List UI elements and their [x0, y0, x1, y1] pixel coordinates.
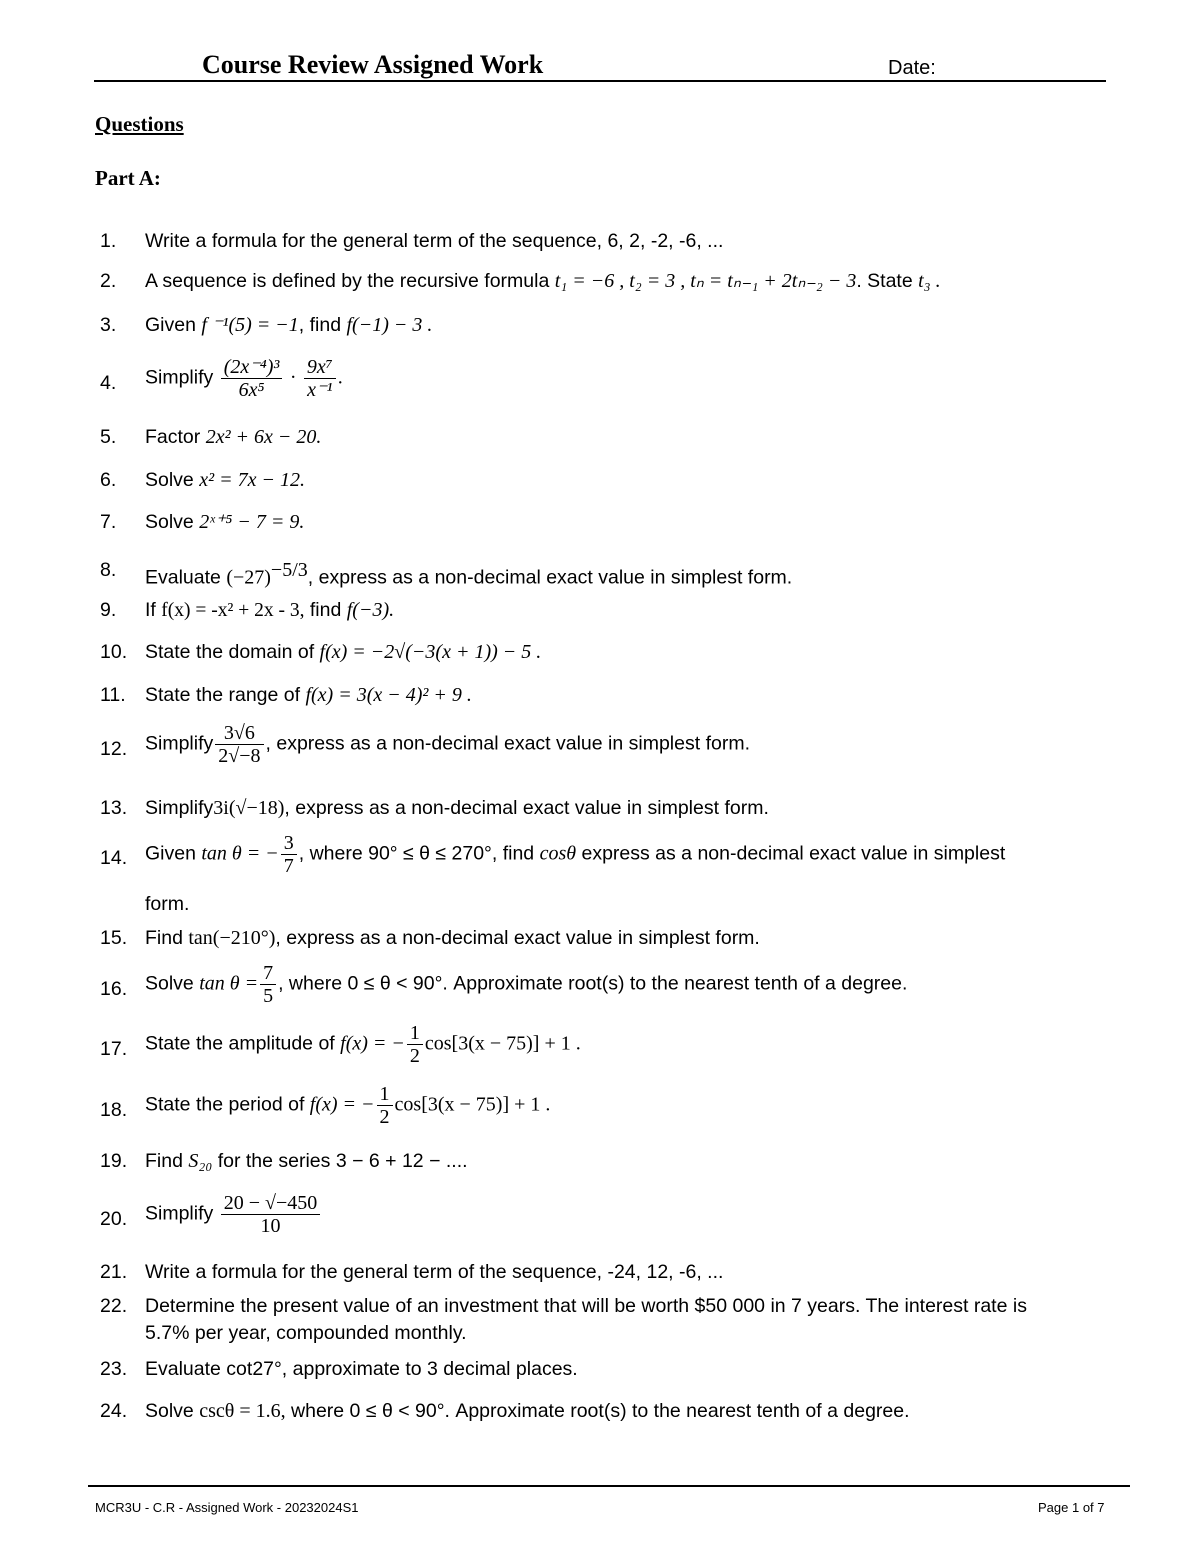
question-text: Write a formula for the general term of the sequence, 6, 2, -2, -6, ... [145, 230, 724, 252]
question-prefix: Simplify [145, 732, 214, 755]
part-title: Part A: [95, 166, 161, 190]
question-number: 12. [100, 738, 128, 760]
fraction-denominator: x⁻¹ [307, 379, 333, 401]
page-number: Page 1 of 7 [1038, 1500, 1105, 1515]
math-expression: f(x) = -x² + 2x - 3, [161, 600, 305, 621]
question-number: 23. [100, 1358, 128, 1380]
question-prefix: State the range of [145, 684, 301, 706]
question-number: 16. [100, 978, 128, 1000]
question-prefix: Factor [145, 426, 201, 448]
fraction-numerator: 20 − √−450 [221, 1192, 321, 1215]
fraction [304, 356, 336, 401]
question-suffix: express as a non-decimal exact value in simplest [581, 842, 1006, 865]
question-number: 20. [100, 1208, 128, 1230]
question-number: 6. [100, 469, 117, 491]
question-text [145, 557, 1115, 591]
fraction [377, 1083, 393, 1128]
question-number: 3. [100, 314, 117, 336]
question-number: 10. [100, 641, 128, 663]
math-expression: f(x) = −2√(−3(x + 1)) − 5 . [319, 641, 542, 663]
question-prefix: Solve [145, 1400, 194, 1422]
question-number: 18. [100, 1099, 128, 1121]
math-expression: cos[3(x − 75)] + 1 . [394, 1093, 551, 1116]
question-text [145, 1192, 1115, 1237]
question-text: Evaluate cot27°, approximate to 3 decimal places. [145, 1358, 578, 1380]
question-number: 19. [100, 1150, 128, 1172]
question-text [145, 424, 1115, 450]
footer-divider [88, 1485, 1130, 1487]
question-text [145, 597, 1115, 624]
fraction-denominator: 6x⁵ [238, 379, 265, 401]
question-suffix: find [309, 599, 342, 621]
question-text: Determine the present value of an investment that will be worth $50 000 in 7 years. The interest rate is [145, 1295, 1027, 1317]
math-expression: t₁ = −6 , t₂ = 3 , tₙ = tₙ₋₁ + 2tₙ₋₂ − 3 [554, 270, 857, 292]
date-label: Date: [888, 57, 936, 79]
question-prefix: Evaluate [145, 566, 221, 589]
question-text [145, 1398, 1115, 1424]
question-text [145, 832, 1115, 877]
question-number: 5. [100, 426, 117, 448]
section-title: Questions [95, 112, 184, 136]
question-suffix: , where 90° ≤ θ ≤ 270°, find [298, 842, 535, 865]
question-prefix: Find [145, 1150, 183, 1172]
fraction-numerator: (2x⁻⁴)³ [221, 356, 283, 379]
question-prefix: Simplify [145, 797, 214, 819]
question-prefix: Given [145, 314, 196, 336]
question-text [145, 1022, 1115, 1067]
question-text [145, 509, 1115, 535]
fraction-denominator: 2 [379, 1106, 390, 1128]
fraction-numerator: 1 [377, 1083, 393, 1106]
question-text [145, 268, 1115, 294]
fraction-denominator: 10 [260, 1215, 281, 1237]
math-expression: 3i(√−18) [213, 797, 285, 819]
math-expression: cscθ = 1.6, [199, 1400, 286, 1422]
question-prefix: Solve [145, 469, 194, 491]
question-suffix: , express as a non-decimal exact value in simplest form. [307, 566, 793, 589]
math-expression: S₂₀ [188, 1150, 213, 1172]
question-prefix: Simplify [145, 366, 214, 389]
question-number: 22. [100, 1295, 128, 1317]
question-suffix: , express as a non-decimal exact value in simplest form. [275, 927, 760, 949]
fraction-numerator: 9x⁷ [304, 356, 336, 379]
question-text [145, 312, 1115, 338]
math-expression: f(−1) − 3 . [346, 314, 433, 336]
question-prefix: State the domain of [145, 641, 315, 663]
math-expression: cosθ [539, 842, 577, 865]
question-prefix: Simplify [145, 1202, 214, 1225]
question-prefix: State the amplitude of [145, 1032, 335, 1055]
question-prefix: Solve [145, 511, 194, 533]
math-expression: t₃ . [918, 270, 941, 292]
fraction [281, 832, 297, 877]
fraction-numerator: 3√6 [215, 722, 263, 745]
math-expression: f(x) = − [340, 1032, 405, 1055]
math-expression: tan θ = [199, 972, 259, 995]
question-number: 8. [100, 559, 117, 581]
question-number: 11. [100, 684, 126, 706]
question-text [145, 925, 1115, 951]
footer-course-code: MCR3U - C.R - Assigned Work - 20232024S1 [95, 1500, 359, 1515]
question-text [145, 962, 1115, 1007]
question-number: 14. [100, 847, 128, 869]
fraction [221, 356, 283, 401]
question-suffix: , find [298, 314, 342, 336]
question-number: 15. [100, 927, 128, 949]
math-expression: f(x) = − [309, 1093, 375, 1116]
question-prefix: Find [145, 927, 183, 949]
question-text-continued: 5.7% per year, compounded monthly. [145, 1322, 467, 1344]
question-suffix: . State [856, 270, 913, 292]
fraction-numerator: 7 [260, 962, 276, 985]
math-exponent: −5/3 [270, 559, 308, 581]
question-text-continued: form. [145, 893, 190, 915]
header-divider [94, 80, 1106, 82]
question-number: 21. [100, 1261, 128, 1283]
question-number: 13. [100, 797, 128, 819]
question-number: 7. [100, 511, 117, 533]
question-text: Write a formula for the general term of the sequence, -24, 12, -6, ... [145, 1261, 724, 1283]
math-expression: x² = 7x − 12. [199, 469, 305, 491]
question-suffix: for the series 3 − 6 + 12 − .... [217, 1150, 468, 1172]
question-prefix: State the period of [145, 1093, 305, 1116]
math-expression: 2ˣ⁺⁵ − 7 = 9. [199, 511, 305, 533]
fraction [407, 1022, 423, 1067]
question-text [145, 722, 1115, 767]
fraction [215, 722, 263, 767]
math-expression: f(x) = 3(x − 4)² + 9 . [305, 684, 472, 706]
fraction [260, 962, 276, 1007]
question-number: 1. [100, 230, 117, 252]
math-expression: f ⁻¹(5) = −1 [201, 314, 299, 336]
question-number: 4. [100, 372, 117, 394]
math-expression: cos[3(x − 75)] + 1 . [424, 1032, 581, 1055]
question-suffix: , where 0 ≤ θ < 90°. Approximate root(s) to the nearest tenth of a degree. [278, 972, 908, 995]
math-expression: tan(−210°) [188, 927, 276, 949]
question-prefix: Given [145, 842, 196, 865]
question-number: 24. [100, 1400, 128, 1422]
fraction-denominator: 5 [263, 985, 274, 1007]
question-number: 2. [100, 270, 117, 292]
fraction-denominator: 2 [409, 1045, 420, 1067]
fraction-denominator: 2√−8 [218, 745, 261, 767]
question-text [145, 639, 1115, 665]
math-expression: 2x² + 6x − 20. [205, 426, 322, 448]
math-expression: tan θ = − [201, 842, 279, 865]
question-text: Simplify $\frac{\text{(2x⁻⁴)³}}{\text{6x⁵}}$ · $\frac{\text{9x⁷}}{\text{x⁻¹}}$ . [145, 356, 343, 401]
question-text [145, 682, 1115, 708]
question-prefix: A sequence is defined by the recursive formula [145, 270, 550, 292]
question-text [145, 467, 1115, 493]
math-expression: (−27) [226, 566, 271, 589]
question-text [145, 1083, 1115, 1128]
question-text [145, 795, 1115, 821]
document-title: Course Review Assigned Work [202, 50, 544, 79]
question-number: 17. [100, 1038, 128, 1060]
question-suffix: , express as a non-decimal exact value in simplest form. [284, 797, 769, 819]
question-suffix: where 0 ≤ θ < 90°. Approximate root(s) to the nearest tenth of a degree. [291, 1400, 910, 1422]
question-number: 9. [100, 599, 117, 621]
question-prefix: Solve [145, 972, 194, 995]
fraction-denominator: 7 [283, 855, 294, 877]
fraction-numerator: 3 [281, 832, 297, 855]
fraction-numerator: 1 [407, 1022, 423, 1045]
math-expression: f(−3). [346, 599, 395, 621]
question-prefix: If [145, 599, 156, 621]
question-text [145, 1148, 1115, 1174]
question-suffix: , express as a non-decimal exact value in simplest form. [265, 732, 750, 755]
fraction [221, 1192, 321, 1237]
